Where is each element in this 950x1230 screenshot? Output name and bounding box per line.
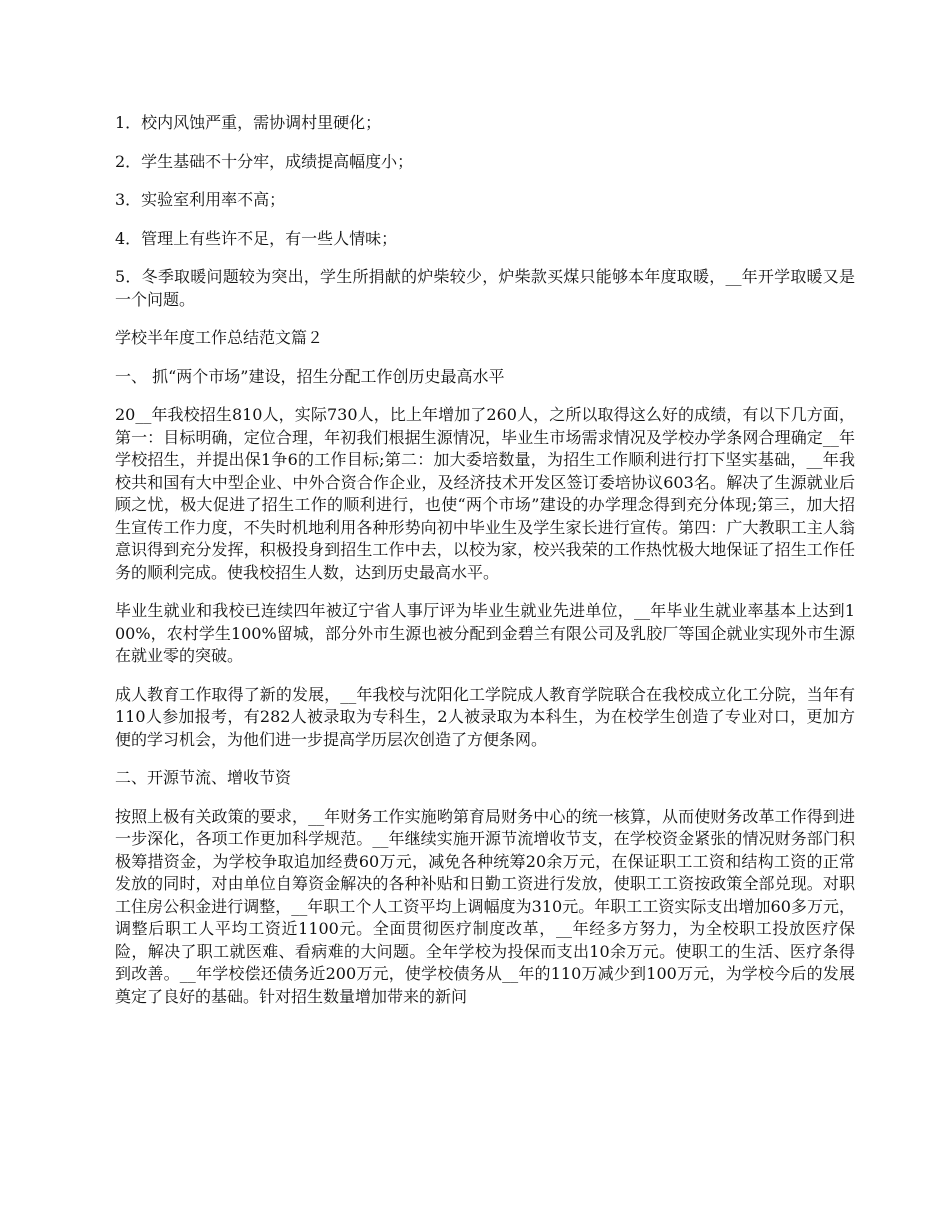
paragraph: 20__年我校招生810人，实际730人，比上年增加了260人，之所以取得这么好的成绩，有以下几方面，第一：目标明确，定位合理，年初我们根据生源情况，毕业生市场需求情况及学校办学条网合理确定__年学校招生，并提出保1争6的工作目标;第二：加大委培数量，为招生工作顺利进行打下坚实基础，__年我校共和国有大中型企业、中外合资合作企业，及经济技术开发区签订委培协议603名。解决了生源就业后顾之忧，极大促进了招生工作的顺利进行，也使“两个市场”建设的办学理念得到充分体现;第三，加大招生宣传工作力度，不失时机地利用各种形势向初中毕业生及学生家长进行宣传。第四：广大教职工主人翁意识得到充分发挥，积极投身到招生工作中去，以校为家，校兴我荣的工作热忱极大地保证了招生工作任务的顺利完成。使我校招生人数，达到历史最高水平。 (115, 405, 855, 582)
list-item: 5．冬季取暖问题较为突出，学生所捐献的炉柴较少，炉柴款买煤只能够本年度取暖，__年开学取暖又是一个问题。 (115, 267, 855, 309)
paragraph: 成人教育工作取得了新的发展，__年我校与沈阳化工学院成人教育学院联合在我校成立化工分院，当年有110人参加报考，有282人被录取为专科生，2人被录取为本科生，为在校学生创造了专业对口，更加方便的学习机会，为他们进一步提高学历层次创造了方便条网。 (115, 684, 855, 749)
article-title: 学校半年度工作总结范文篇２ (115, 328, 324, 347)
document-page (115, 112, 855, 1024)
list-item: 1．校内风蚀严重，需协调村里硬化； (115, 113, 382, 132)
paragraph: 按照上极有关政策的要求，__年财务工作实施哟第育局财务中心的统一核算，从而使财务改革工作得到进一步深化，各项工作更加科学规范。__年继续实施开源节流增收节支，在学校资金紧张的情况财务部门积极筹措资金，为学校争取追加经费60万元，减免各种统筹20余万元，在保证职工工资和结构工资的正常发放的同时，对由单位自筹资金解决的各种补贴和日勤工资进行发放，使职工工资按政策全部兑现。对职工住房公积金进行调整，__年职工个人工资平均上调幅度为310元。年职工工资实际支出增加60多万元，调整后职工人平均工资近1100元。全面贯彻医疗制度改革，__年经多方努力，为全校职工投放医疗保险，解决了职工就医难、看病难的大问题。全年学校为投保而支出10余万元。使职工的生活、医疗条得到改善。__年学校偿还债务近200万元，使学校债务从__年的110万减少到100万元，为学校今后的发展奠定了良好的基础。针对招生数量增加带来的新问 (115, 806, 855, 1006)
paragraph: 毕业生就业和我校已连续四年被辽宁省人事厅评为毕业生就业先进单位，__年毕业生就业率基本上达到100%，农村学生100%留城，部分外市生源也被分配到金碧兰有限公司及乳胶厂等国企就业实现外市生源在就业零的突破。 (115, 601, 855, 665)
list-item: 4．管理上有些许不足，有一些人情味； (115, 228, 398, 248)
list-item: 3．实验室利用率不高； (115, 190, 286, 209)
section-heading-2: 二、开源节流、增收节资 (115, 768, 292, 787)
section-heading-1: 一、 抓“两个市场”建设，招生分配工作创历史最高水平 (115, 366, 505, 386)
list-item: 2．学生基础不十分牢，成绩提高幅度小； (115, 151, 414, 171)
